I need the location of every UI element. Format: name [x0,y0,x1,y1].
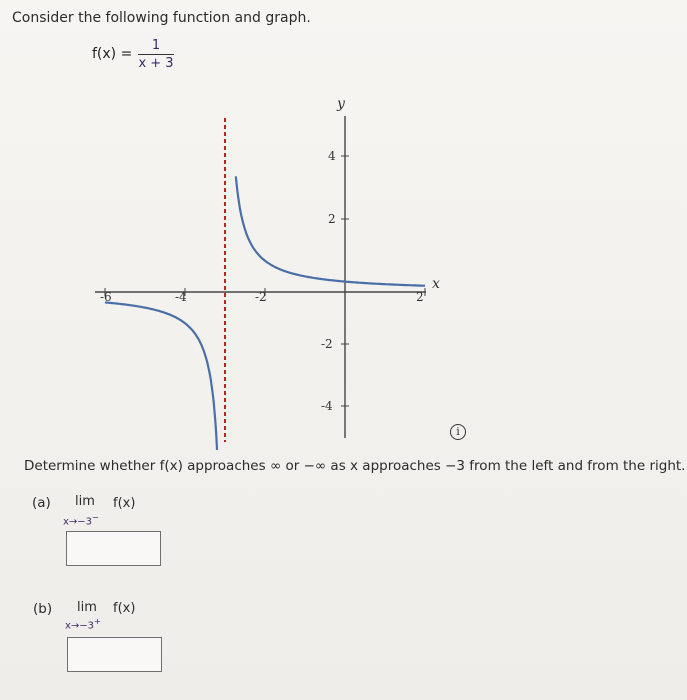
info-icon[interactable]: i [450,424,466,440]
part-b-lim-subscript [65,616,101,631]
problem-intro: Consider the following function and graph. [12,10,311,26]
curve-right-branch [236,176,425,285]
part-b-answer-input[interactable] [67,637,162,672]
part-a-function: f(x) [113,496,136,511]
x-tick-label: -2 [255,290,267,304]
part-a-answer-input[interactable] [66,531,161,566]
part-b-lim: lim [77,600,97,615]
y-tick-label: 2 [328,212,336,226]
part-a-label: (a) [32,495,51,511]
y-axis-label: y [337,96,345,112]
x-tick-label: -4 [175,290,187,304]
function-numerator: 1 [151,38,161,53]
y-tick-label: -4 [321,399,333,413]
x-axis-label: x [432,276,440,292]
y-tick-label: -2 [321,337,333,351]
part-a-lim-subscript [63,512,99,527]
x-tick-label: 2 [416,290,424,304]
curve-left-branch [105,302,221,450]
part-b-side: + [94,616,102,626]
part-b-label: (b) [33,601,53,617]
part-a-lim: lim [75,494,95,509]
part-a-side: − [92,512,100,522]
part-b-function: f(x) [113,601,136,616]
part-a-approach: x→−3 [63,516,93,528]
y-tick-label: 4 [328,149,336,163]
x-tick-label: -6 [100,290,112,304]
part-b-approach: x→−3 [65,620,95,632]
question-prompt: Determine whether f(x) approaches ∞ or −∞ as x approaches −3 from the left and from the right. [24,458,686,474]
function-lhs: f(x) = [92,46,133,62]
function-denominator: x + 3 [138,56,174,71]
